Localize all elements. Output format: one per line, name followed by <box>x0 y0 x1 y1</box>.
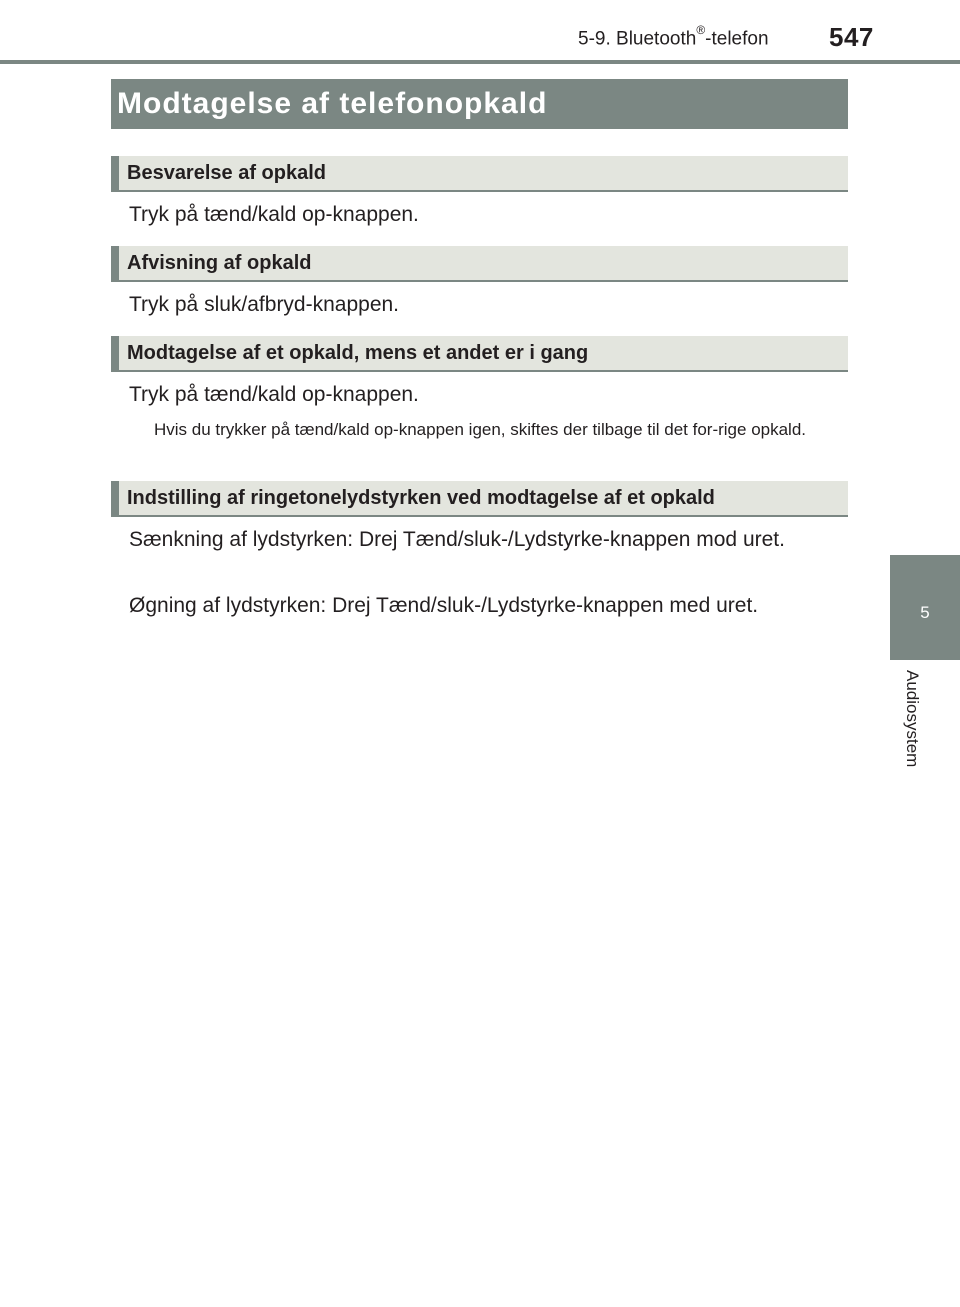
page-title: Modtagelse af telefonopkald <box>111 79 848 129</box>
header-rule <box>0 60 960 64</box>
chapter-tab <box>890 555 960 660</box>
page-number: 547 <box>829 22 874 52</box>
subheading-answer-call: Besvarelse af opkald <box>111 156 848 192</box>
volume-down-text: Sænkning af lydstyrken: Drej Tænd/sluk-/Lydstyrke-knappen mod uret. <box>129 528 785 551</box>
subheading-ringtone-volume: Indstilling af ringetonelydstyrken ved modtagelse af et opkald <box>111 481 848 517</box>
call-waiting-text: Tryk på tænd/kald op-knappen. <box>129 383 419 406</box>
volume-up-text: Øgning af lydstyrken: Drej Tænd/sluk-/Lydstyrke-knappen med uret. <box>129 594 759 617</box>
section-header <box>578 23 769 50</box>
call-waiting-note: Hvis du trykker på tænd/kald op-knappen igen, skiftes der tilbage til det for-rige opkald. <box>154 420 807 439</box>
section-suffix: -telefon <box>705 28 769 50</box>
chapter-label: Audiosystem <box>903 670 922 768</box>
subheading-call-waiting: Modtagelse af et opkald, mens et andet er i gang <box>111 336 848 372</box>
section-prefix: 5-9. Bluetooth <box>578 28 697 50</box>
reject-call-text: Tryk på sluk/afbryd-knappen. <box>129 293 400 316</box>
registered-mark: ® <box>696 23 706 37</box>
chapter-number: 5 <box>920 603 930 622</box>
answer-call-text: Tryk på tænd/kald op-knappen. <box>129 203 419 226</box>
subheading-reject-call: Afvisning af opkald <box>111 246 848 282</box>
